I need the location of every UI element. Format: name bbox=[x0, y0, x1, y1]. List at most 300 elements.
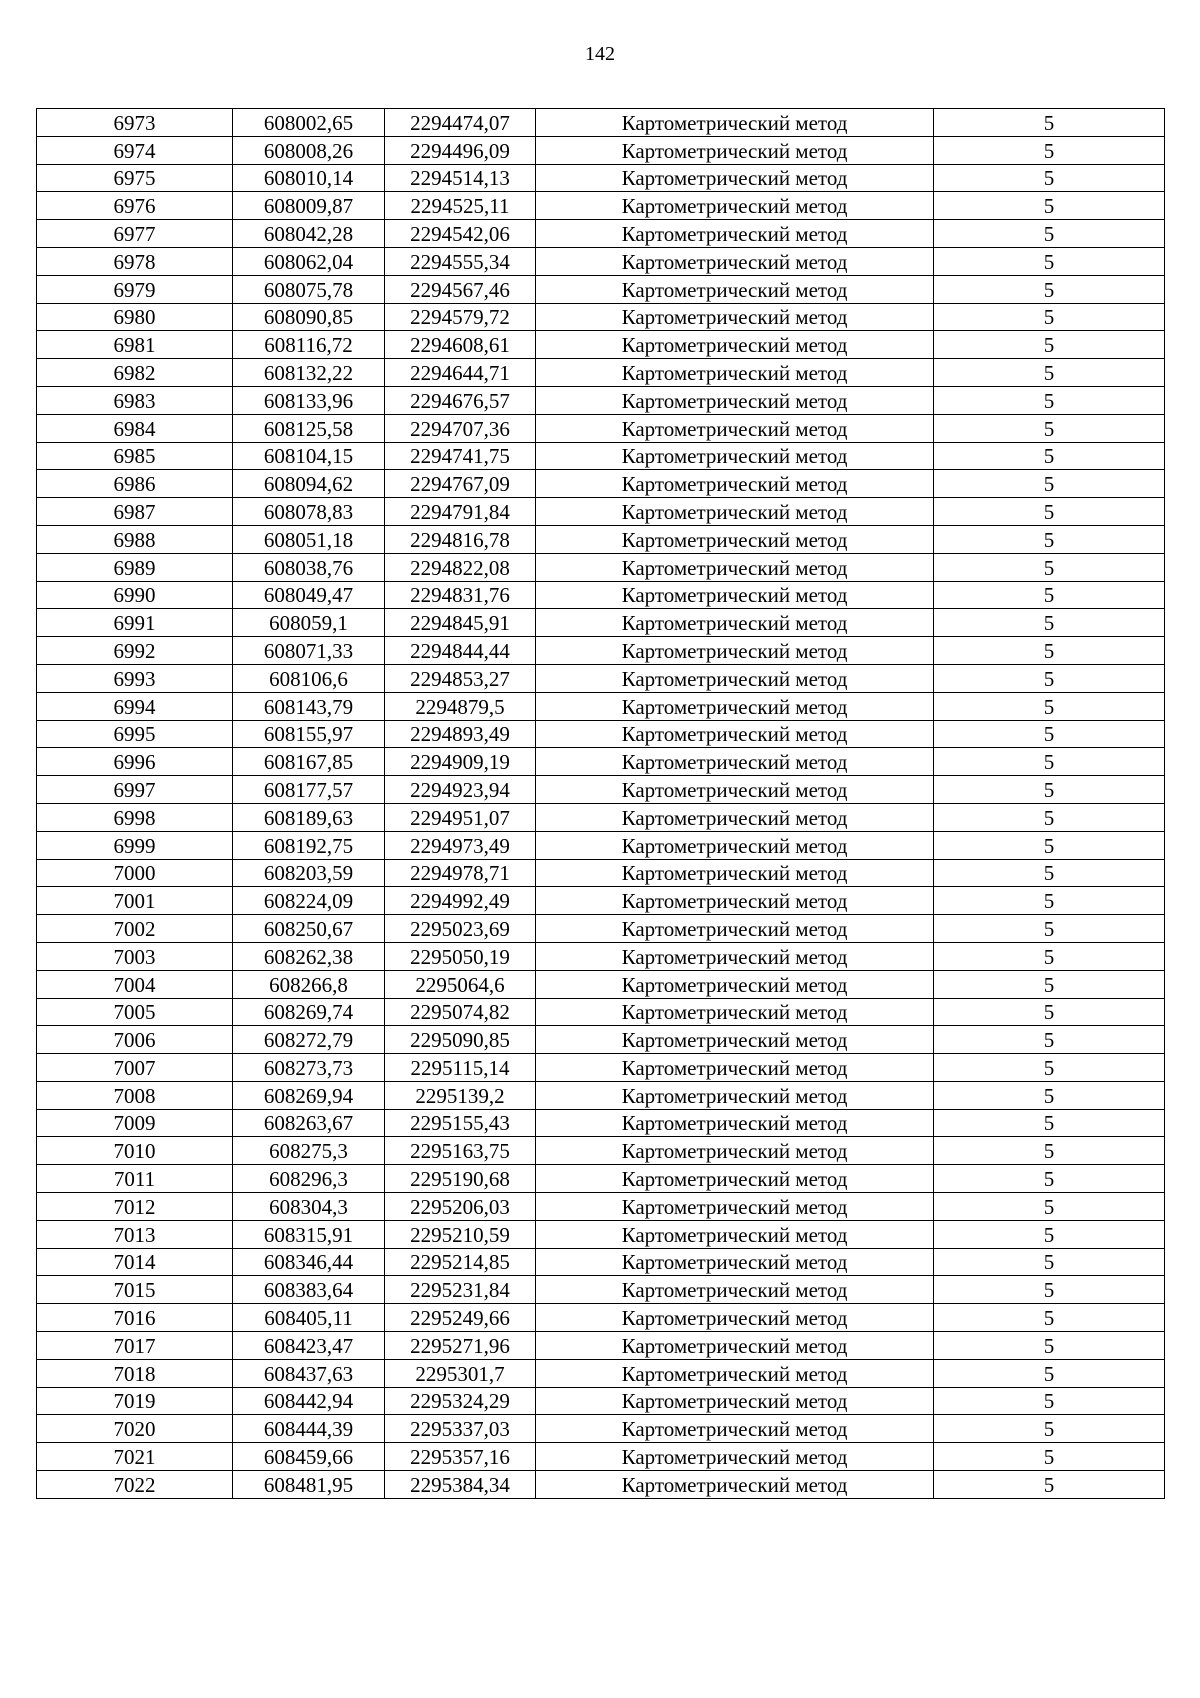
method-cell: Картометрический метод bbox=[536, 1054, 934, 1082]
point-number-cell: 6997 bbox=[37, 776, 233, 804]
y-coordinate-cell: 2294816,78 bbox=[385, 525, 536, 553]
accuracy-cell: 5 bbox=[934, 664, 1165, 692]
y-coordinate-cell: 2294707,36 bbox=[385, 414, 536, 442]
table-row bbox=[37, 1276, 1165, 1304]
accuracy-cell: 5 bbox=[934, 386, 1165, 414]
y-coordinate-cell: 2295074,82 bbox=[385, 998, 536, 1026]
accuracy-cell: 5 bbox=[934, 1220, 1165, 1248]
method-cell: Картометрический метод bbox=[536, 1471, 934, 1499]
point-number-cell: 6977 bbox=[37, 220, 233, 248]
x-coordinate-cell: 608269,74 bbox=[233, 998, 385, 1026]
y-coordinate-cell: 2294951,07 bbox=[385, 803, 536, 831]
accuracy-cell: 5 bbox=[934, 331, 1165, 359]
accuracy-cell: 5 bbox=[934, 525, 1165, 553]
accuracy-cell: 5 bbox=[934, 553, 1165, 581]
table-row bbox=[37, 164, 1165, 192]
table-row bbox=[37, 581, 1165, 609]
x-coordinate-cell: 608009,87 bbox=[233, 192, 385, 220]
x-coordinate-cell: 608071,33 bbox=[233, 637, 385, 665]
method-cell: Картометрический метод bbox=[536, 442, 934, 470]
y-coordinate-cell: 2294978,71 bbox=[385, 859, 536, 887]
table-row bbox=[37, 136, 1165, 164]
accuracy-cell: 5 bbox=[934, 1415, 1165, 1443]
table-row bbox=[37, 609, 1165, 637]
y-coordinate-cell: 2294608,61 bbox=[385, 331, 536, 359]
method-cell: Картометрический метод bbox=[536, 498, 934, 526]
y-coordinate-cell: 2295190,68 bbox=[385, 1165, 536, 1193]
table-row bbox=[37, 386, 1165, 414]
x-coordinate-cell: 608315,91 bbox=[233, 1220, 385, 1248]
method-cell: Картометрический метод bbox=[536, 136, 934, 164]
table-row bbox=[37, 192, 1165, 220]
accuracy-cell: 5 bbox=[934, 803, 1165, 831]
point-number-cell: 6981 bbox=[37, 331, 233, 359]
x-coordinate-cell: 608038,76 bbox=[233, 553, 385, 581]
accuracy-cell: 5 bbox=[934, 859, 1165, 887]
x-coordinate-cell: 608269,94 bbox=[233, 1081, 385, 1109]
table-row bbox=[37, 776, 1165, 804]
x-coordinate-cell: 608104,15 bbox=[233, 442, 385, 470]
method-cell: Картометрический метод bbox=[536, 1387, 934, 1415]
table-row bbox=[37, 498, 1165, 526]
x-coordinate-cell: 608273,73 bbox=[233, 1054, 385, 1082]
x-coordinate-cell: 608133,96 bbox=[233, 386, 385, 414]
y-coordinate-cell: 2294973,49 bbox=[385, 831, 536, 859]
y-coordinate-cell: 2294845,91 bbox=[385, 609, 536, 637]
x-coordinate-cell: 608263,67 bbox=[233, 1109, 385, 1137]
y-coordinate-cell: 2294923,94 bbox=[385, 776, 536, 804]
point-number-cell: 6984 bbox=[37, 414, 233, 442]
method-cell: Картометрический метод bbox=[536, 859, 934, 887]
y-coordinate-cell: 2295337,03 bbox=[385, 1415, 536, 1443]
accuracy-cell: 5 bbox=[934, 275, 1165, 303]
x-coordinate-cell: 608143,79 bbox=[233, 692, 385, 720]
table-row bbox=[37, 803, 1165, 831]
y-coordinate-cell: 2294791,84 bbox=[385, 498, 536, 526]
table-row bbox=[37, 1443, 1165, 1471]
point-number-cell: 6986 bbox=[37, 470, 233, 498]
method-cell: Картометрический метод bbox=[536, 942, 934, 970]
method-cell: Картометрический метод bbox=[536, 803, 934, 831]
table-row bbox=[37, 247, 1165, 275]
method-cell: Картометрический метод bbox=[536, 1193, 934, 1221]
y-coordinate-cell: 2295090,85 bbox=[385, 1026, 536, 1054]
table-row bbox=[37, 1415, 1165, 1443]
y-coordinate-cell: 2294879,5 bbox=[385, 692, 536, 720]
y-coordinate-cell: 2294822,08 bbox=[385, 553, 536, 581]
method-cell: Картометрический метод bbox=[536, 220, 934, 248]
y-coordinate-cell: 2295163,75 bbox=[385, 1137, 536, 1165]
point-number-cell: 7011 bbox=[37, 1165, 233, 1193]
point-number-cell: 7015 bbox=[37, 1276, 233, 1304]
method-cell: Картометрический метод bbox=[536, 192, 934, 220]
x-coordinate-cell: 608049,47 bbox=[233, 581, 385, 609]
accuracy-cell: 5 bbox=[934, 359, 1165, 387]
method-cell: Картометрический метод bbox=[536, 581, 934, 609]
method-cell: Картометрический метод bbox=[536, 776, 934, 804]
table-row bbox=[37, 1165, 1165, 1193]
x-coordinate-cell: 608192,75 bbox=[233, 831, 385, 859]
y-coordinate-cell: 2294567,46 bbox=[385, 275, 536, 303]
accuracy-cell: 5 bbox=[934, 1304, 1165, 1332]
point-number-cell: 6980 bbox=[37, 303, 233, 331]
point-number-cell: 6976 bbox=[37, 192, 233, 220]
point-number-cell: 6998 bbox=[37, 803, 233, 831]
table-row bbox=[37, 303, 1165, 331]
table-row bbox=[37, 637, 1165, 665]
method-cell: Картометрический метод bbox=[536, 1165, 934, 1193]
accuracy-cell: 5 bbox=[934, 942, 1165, 970]
x-coordinate-cell: 608459,66 bbox=[233, 1443, 385, 1471]
x-coordinate-cell: 608042,28 bbox=[233, 220, 385, 248]
method-cell: Картометрический метод bbox=[536, 637, 934, 665]
x-coordinate-cell: 608116,72 bbox=[233, 331, 385, 359]
point-number-cell: 7010 bbox=[37, 1137, 233, 1165]
point-number-cell: 6983 bbox=[37, 386, 233, 414]
y-coordinate-cell: 2294542,06 bbox=[385, 220, 536, 248]
x-coordinate-cell: 608106,6 bbox=[233, 664, 385, 692]
table-row bbox=[37, 470, 1165, 498]
method-cell: Картометрический метод bbox=[536, 664, 934, 692]
coordinates-table-body bbox=[37, 109, 1165, 1499]
x-coordinate-cell: 608346,44 bbox=[233, 1248, 385, 1276]
table-row bbox=[37, 970, 1165, 998]
table-row bbox=[37, 442, 1165, 470]
y-coordinate-cell: 2295301,7 bbox=[385, 1359, 536, 1387]
y-coordinate-cell: 2295357,16 bbox=[385, 1443, 536, 1471]
point-number-cell: 6985 bbox=[37, 442, 233, 470]
method-cell: Картометрический метод bbox=[536, 1332, 934, 1360]
table-row bbox=[37, 331, 1165, 359]
x-coordinate-cell: 608078,83 bbox=[233, 498, 385, 526]
accuracy-cell: 5 bbox=[934, 442, 1165, 470]
accuracy-cell: 5 bbox=[934, 1137, 1165, 1165]
point-number-cell: 6979 bbox=[37, 275, 233, 303]
x-coordinate-cell: 608437,63 bbox=[233, 1359, 385, 1387]
x-coordinate-cell: 608177,57 bbox=[233, 776, 385, 804]
x-coordinate-cell: 608155,97 bbox=[233, 720, 385, 748]
point-number-cell: 7014 bbox=[37, 1248, 233, 1276]
table-row bbox=[37, 1387, 1165, 1415]
table-row bbox=[37, 942, 1165, 970]
method-cell: Картометрический метод bbox=[536, 470, 934, 498]
method-cell: Картометрический метод bbox=[536, 887, 934, 915]
point-number-cell: 6996 bbox=[37, 748, 233, 776]
point-number-cell: 7002 bbox=[37, 915, 233, 943]
x-coordinate-cell: 608262,38 bbox=[233, 942, 385, 970]
table-row bbox=[37, 1359, 1165, 1387]
y-coordinate-cell: 2295231,84 bbox=[385, 1276, 536, 1304]
y-coordinate-cell: 2295324,29 bbox=[385, 1387, 536, 1415]
method-cell: Картометрический метод bbox=[536, 692, 934, 720]
x-coordinate-cell: 608481,95 bbox=[233, 1471, 385, 1499]
x-coordinate-cell: 608250,67 bbox=[233, 915, 385, 943]
point-number-cell: 6991 bbox=[37, 609, 233, 637]
point-number-cell: 7021 bbox=[37, 1443, 233, 1471]
y-coordinate-cell: 2294831,76 bbox=[385, 581, 536, 609]
x-coordinate-cell: 608189,63 bbox=[233, 803, 385, 831]
accuracy-cell: 5 bbox=[934, 970, 1165, 998]
y-coordinate-cell: 2295271,96 bbox=[385, 1332, 536, 1360]
point-number-cell: 6975 bbox=[37, 164, 233, 192]
y-coordinate-cell: 2294853,27 bbox=[385, 664, 536, 692]
method-cell: Картометрический метод bbox=[536, 1276, 934, 1304]
point-number-cell: 6978 bbox=[37, 247, 233, 275]
point-number-cell: 6987 bbox=[37, 498, 233, 526]
method-cell: Картометрический метод bbox=[536, 247, 934, 275]
method-cell: Картометрический метод bbox=[536, 1304, 934, 1332]
method-cell: Картометрический метод bbox=[536, 359, 934, 387]
table-row bbox=[37, 748, 1165, 776]
x-coordinate-cell: 608383,64 bbox=[233, 1276, 385, 1304]
table-row bbox=[37, 1193, 1165, 1221]
table-row bbox=[37, 692, 1165, 720]
method-cell: Картометрический метод bbox=[536, 164, 934, 192]
y-coordinate-cell: 2295064,6 bbox=[385, 970, 536, 998]
table-row bbox=[37, 1220, 1165, 1248]
accuracy-cell: 5 bbox=[934, 1026, 1165, 1054]
accuracy-cell: 5 bbox=[934, 1165, 1165, 1193]
accuracy-cell: 5 bbox=[934, 1276, 1165, 1304]
y-coordinate-cell: 2294525,11 bbox=[385, 192, 536, 220]
page-number: 142 bbox=[585, 43, 615, 65]
x-coordinate-cell: 608075,78 bbox=[233, 275, 385, 303]
x-coordinate-cell: 608008,26 bbox=[233, 136, 385, 164]
accuracy-cell: 5 bbox=[934, 998, 1165, 1026]
accuracy-cell: 5 bbox=[934, 164, 1165, 192]
accuracy-cell: 5 bbox=[934, 1193, 1165, 1221]
point-number-cell: 7000 bbox=[37, 859, 233, 887]
point-number-cell: 6990 bbox=[37, 581, 233, 609]
x-coordinate-cell: 608094,62 bbox=[233, 470, 385, 498]
point-number-cell: 6973 bbox=[37, 109, 233, 137]
accuracy-cell: 5 bbox=[934, 247, 1165, 275]
point-number-cell: 6982 bbox=[37, 359, 233, 387]
x-coordinate-cell: 608266,8 bbox=[233, 970, 385, 998]
method-cell: Картометрический метод bbox=[536, 1359, 934, 1387]
coordinates-table bbox=[36, 108, 1165, 1499]
point-number-cell: 7018 bbox=[37, 1359, 233, 1387]
y-coordinate-cell: 2294893,49 bbox=[385, 720, 536, 748]
accuracy-cell: 5 bbox=[934, 720, 1165, 748]
point-number-cell: 7001 bbox=[37, 887, 233, 915]
y-coordinate-cell: 2294741,75 bbox=[385, 442, 536, 470]
accuracy-cell: 5 bbox=[934, 1332, 1165, 1360]
table-row bbox=[37, 220, 1165, 248]
table-row bbox=[37, 831, 1165, 859]
accuracy-cell: 5 bbox=[934, 1443, 1165, 1471]
point-number-cell: 6993 bbox=[37, 664, 233, 692]
table-row bbox=[37, 664, 1165, 692]
point-number-cell: 7013 bbox=[37, 1220, 233, 1248]
y-coordinate-cell: 2294579,72 bbox=[385, 303, 536, 331]
table-row bbox=[37, 1054, 1165, 1082]
point-number-cell: 6995 bbox=[37, 720, 233, 748]
y-coordinate-cell: 2295139,2 bbox=[385, 1081, 536, 1109]
y-coordinate-cell: 2295384,34 bbox=[385, 1471, 536, 1499]
table-row bbox=[37, 1137, 1165, 1165]
accuracy-cell: 5 bbox=[934, 414, 1165, 442]
point-number-cell: 6999 bbox=[37, 831, 233, 859]
point-number-cell: 7007 bbox=[37, 1054, 233, 1082]
point-number-cell: 7008 bbox=[37, 1081, 233, 1109]
x-coordinate-cell: 608444,39 bbox=[233, 1415, 385, 1443]
method-cell: Картометрический метод bbox=[536, 1248, 934, 1276]
y-coordinate-cell: 2294992,49 bbox=[385, 887, 536, 915]
accuracy-cell: 5 bbox=[934, 581, 1165, 609]
point-number-cell: 7009 bbox=[37, 1109, 233, 1137]
y-coordinate-cell: 2294496,09 bbox=[385, 136, 536, 164]
table-row bbox=[37, 1332, 1165, 1360]
method-cell: Картометрический метод bbox=[536, 831, 934, 859]
point-number-cell: 7019 bbox=[37, 1387, 233, 1415]
accuracy-cell: 5 bbox=[934, 692, 1165, 720]
accuracy-cell: 5 bbox=[934, 915, 1165, 943]
accuracy-cell: 5 bbox=[934, 192, 1165, 220]
x-coordinate-cell: 608002,65 bbox=[233, 109, 385, 137]
method-cell: Картометрический метод bbox=[536, 1026, 934, 1054]
point-number-cell: 7012 bbox=[37, 1193, 233, 1221]
point-number-cell: 6988 bbox=[37, 525, 233, 553]
accuracy-cell: 5 bbox=[934, 609, 1165, 637]
point-number-cell: 7006 bbox=[37, 1026, 233, 1054]
table-row bbox=[37, 1248, 1165, 1276]
x-coordinate-cell: 608059,1 bbox=[233, 609, 385, 637]
y-coordinate-cell: 2295050,19 bbox=[385, 942, 536, 970]
point-number-cell: 7004 bbox=[37, 970, 233, 998]
table-row bbox=[37, 720, 1165, 748]
y-coordinate-cell: 2295249,66 bbox=[385, 1304, 536, 1332]
table-row bbox=[37, 414, 1165, 442]
point-number-cell: 7017 bbox=[37, 1332, 233, 1360]
accuracy-cell: 5 bbox=[934, 470, 1165, 498]
accuracy-cell: 5 bbox=[934, 1109, 1165, 1137]
accuracy-cell: 5 bbox=[934, 831, 1165, 859]
method-cell: Картометрический метод bbox=[536, 386, 934, 414]
x-coordinate-cell: 608275,3 bbox=[233, 1137, 385, 1165]
y-coordinate-cell: 2294676,57 bbox=[385, 386, 536, 414]
y-coordinate-cell: 2294514,13 bbox=[385, 164, 536, 192]
x-coordinate-cell: 608090,85 bbox=[233, 303, 385, 331]
accuracy-cell: 5 bbox=[934, 776, 1165, 804]
x-coordinate-cell: 608296,3 bbox=[233, 1165, 385, 1193]
accuracy-cell: 5 bbox=[934, 1387, 1165, 1415]
x-coordinate-cell: 608062,04 bbox=[233, 247, 385, 275]
method-cell: Картометрический метод bbox=[536, 414, 934, 442]
method-cell: Картометрический метод bbox=[536, 1220, 934, 1248]
accuracy-cell: 5 bbox=[934, 109, 1165, 137]
x-coordinate-cell: 608167,85 bbox=[233, 748, 385, 776]
accuracy-cell: 5 bbox=[934, 637, 1165, 665]
y-coordinate-cell: 2295206,03 bbox=[385, 1193, 536, 1221]
method-cell: Картометрический метод bbox=[536, 1415, 934, 1443]
y-coordinate-cell: 2295210,59 bbox=[385, 1220, 536, 1248]
table-row bbox=[37, 525, 1165, 553]
point-number-cell: 6974 bbox=[37, 136, 233, 164]
method-cell: Картометрический метод bbox=[536, 998, 934, 1026]
table-row bbox=[37, 1471, 1165, 1499]
accuracy-cell: 5 bbox=[934, 748, 1165, 776]
method-cell: Картометрический метод bbox=[536, 915, 934, 943]
method-cell: Картометрический метод bbox=[536, 109, 934, 137]
x-coordinate-cell: 608304,3 bbox=[233, 1193, 385, 1221]
y-coordinate-cell: 2294555,34 bbox=[385, 247, 536, 275]
y-coordinate-cell: 2295023,69 bbox=[385, 915, 536, 943]
table-row bbox=[37, 275, 1165, 303]
point-number-cell: 6992 bbox=[37, 637, 233, 665]
method-cell: Картометрический метод bbox=[536, 1109, 934, 1137]
table-row bbox=[37, 1304, 1165, 1332]
y-coordinate-cell: 2295214,85 bbox=[385, 1248, 536, 1276]
point-number-cell: 6994 bbox=[37, 692, 233, 720]
point-number-cell: 7016 bbox=[37, 1304, 233, 1332]
x-coordinate-cell: 608203,59 bbox=[233, 859, 385, 887]
method-cell: Картометрический метод bbox=[536, 748, 934, 776]
x-coordinate-cell: 608405,11 bbox=[233, 1304, 385, 1332]
y-coordinate-cell: 2294909,19 bbox=[385, 748, 536, 776]
method-cell: Картометрический метод bbox=[536, 553, 934, 581]
x-coordinate-cell: 608132,22 bbox=[233, 359, 385, 387]
accuracy-cell: 5 bbox=[934, 498, 1165, 526]
y-coordinate-cell: 2294767,09 bbox=[385, 470, 536, 498]
y-coordinate-cell: 2295115,14 bbox=[385, 1054, 536, 1082]
method-cell: Картометрический метод bbox=[536, 1081, 934, 1109]
method-cell: Картометрический метод bbox=[536, 525, 934, 553]
y-coordinate-cell: 2294844,44 bbox=[385, 637, 536, 665]
table-row bbox=[37, 1081, 1165, 1109]
x-coordinate-cell: 608423,47 bbox=[233, 1332, 385, 1360]
method-cell: Картометрический метод bbox=[536, 720, 934, 748]
y-coordinate-cell: 2294474,07 bbox=[385, 109, 536, 137]
x-coordinate-cell: 608442,94 bbox=[233, 1387, 385, 1415]
point-number-cell: 7003 bbox=[37, 942, 233, 970]
table-row bbox=[37, 998, 1165, 1026]
accuracy-cell: 5 bbox=[934, 1471, 1165, 1499]
accuracy-cell: 5 bbox=[934, 303, 1165, 331]
accuracy-cell: 5 bbox=[934, 1359, 1165, 1387]
method-cell: Картометрический метод bbox=[536, 970, 934, 998]
accuracy-cell: 5 bbox=[934, 1054, 1165, 1082]
accuracy-cell: 5 bbox=[934, 1081, 1165, 1109]
table-row bbox=[37, 887, 1165, 915]
x-coordinate-cell: 608051,18 bbox=[233, 525, 385, 553]
table-row bbox=[37, 859, 1165, 887]
accuracy-cell: 5 bbox=[934, 887, 1165, 915]
point-number-cell: 7022 bbox=[37, 1471, 233, 1499]
method-cell: Картометрический метод bbox=[536, 275, 934, 303]
y-coordinate-cell: 2294644,71 bbox=[385, 359, 536, 387]
table-row bbox=[37, 359, 1165, 387]
accuracy-cell: 5 bbox=[934, 220, 1165, 248]
table-row bbox=[37, 1026, 1165, 1054]
accuracy-cell: 5 bbox=[934, 1248, 1165, 1276]
table-row bbox=[37, 1109, 1165, 1137]
table-row bbox=[37, 553, 1165, 581]
y-coordinate-cell: 2295155,43 bbox=[385, 1109, 536, 1137]
method-cell: Картометрический метод bbox=[536, 331, 934, 359]
x-coordinate-cell: 608010,14 bbox=[233, 164, 385, 192]
point-number-cell: 7005 bbox=[37, 998, 233, 1026]
method-cell: Картометрический метод bbox=[536, 303, 934, 331]
x-coordinate-cell: 608224,09 bbox=[233, 887, 385, 915]
x-coordinate-cell: 608272,79 bbox=[233, 1026, 385, 1054]
method-cell: Картометрический метод bbox=[536, 1443, 934, 1471]
accuracy-cell: 5 bbox=[934, 136, 1165, 164]
method-cell: Картометрический метод bbox=[536, 1137, 934, 1165]
method-cell: Картометрический метод bbox=[536, 609, 934, 637]
point-number-cell: 6989 bbox=[37, 553, 233, 581]
point-number-cell: 7020 bbox=[37, 1415, 233, 1443]
